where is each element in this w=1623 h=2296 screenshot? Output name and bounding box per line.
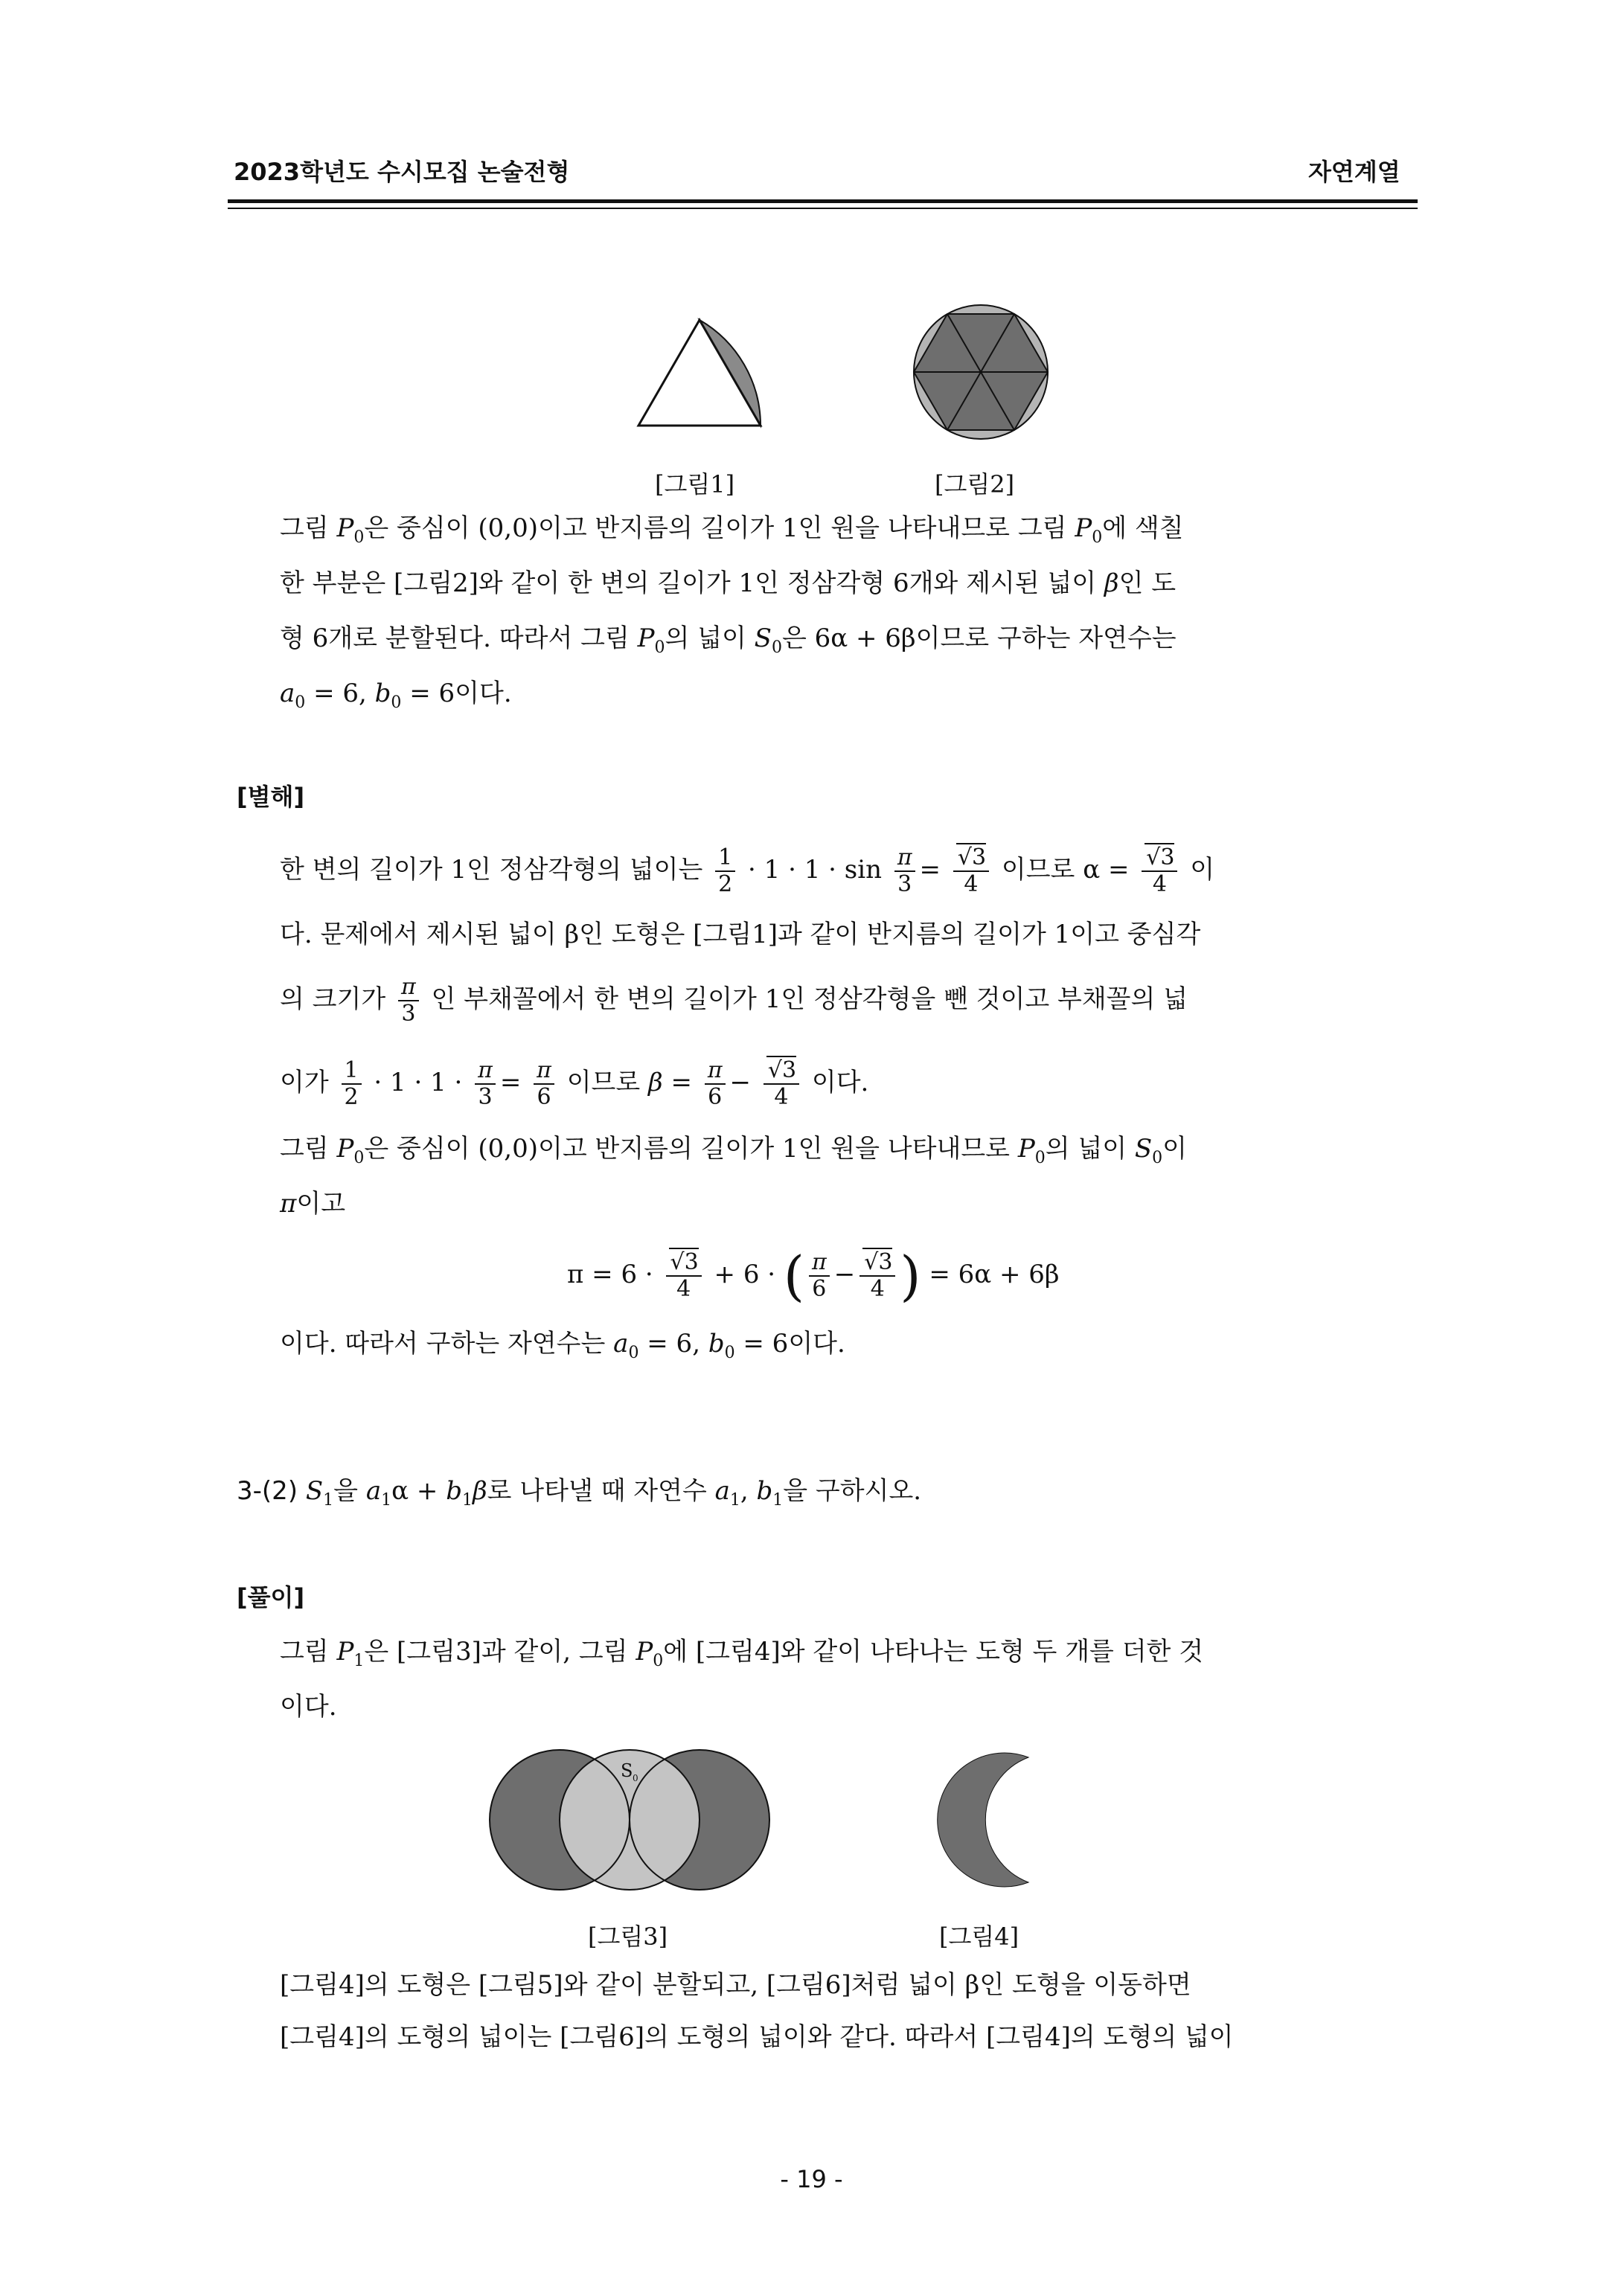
sol-line4: [그림4]의 도형의 넓이는 [그림6]의 도형의 넓이와 같다. 따라서 [그림4]의 도형의 넓이 — [280, 2022, 1234, 2052]
header-rule-thin — [228, 208, 1418, 209]
figure-4-caption: [그림4] — [939, 1923, 1019, 1951]
figures-1-2 — [610, 298, 1072, 454]
para1-line2: 한 부분은 [그림2]와 같이 한 변의 길이가 1인 정삼각형 6개와 제시된 넓이 β인 도 — [280, 568, 1177, 598]
figures-3-4 — [476, 1741, 1072, 1905]
question-3-2: 3-(2) $S_1$을 $a_1\alpha + b_1\beta$로 나타낼 때 자연수 $a_1$, $b_1$을 구하시오. — [237, 1476, 922, 1510]
para1-line1: 그림 $P_0$은 중심이 (0,0)이고 반지름의 길이가 1인 원을 나타내므로 그림 $P_0$에 색칠 — [280, 513, 1184, 547]
alt-line6: π이고 — [280, 1189, 346, 1219]
alt-equation: π = 6 · $\frac{√3}{4}$ + 6 · ( $\frac{\pi}{6}$ − $\frac{√3}{4}$ ) = 6α + 6β — [567, 1245, 1060, 1307]
page-number: - 19 - — [780, 2165, 843, 2193]
figure-3-label-sub: 0 — [633, 1773, 638, 1783]
figure-2 — [914, 305, 1048, 439]
figure-3-caption: [그림3] — [588, 1923, 668, 1951]
alt-line5: 그림 $P_0$은 중심이 (0,0)이고 반지름의 길이가 1인 원을 나타내므로 $P_0$의 넓이 $S_0$이 — [280, 1134, 1188, 1167]
alt-line4: 이가 $\frac{1}{2}$ · 1 · 1 · $\frac{\pi}{3}$ = $\frac{\pi}{6}$ 이므로 β = $\frac{\pi}{6}$ − $\frac{√3}{4}$ 이다. — [280, 1057, 869, 1110]
solution-heading: [풀이] — [237, 1583, 305, 1612]
figure-2-caption: [그림2] — [935, 470, 1015, 498]
header-rule-thick — [228, 199, 1418, 203]
figure-1-caption: [그림1] — [655, 470, 735, 498]
alt-line3: 의 크기가 $\frac{\pi}{3}$ 인 부채꼴에서 한 변의 길이가 1인 정삼각형을 뺀 것이고 부채꼴의 넓 — [280, 974, 1188, 1027]
figure-4 — [938, 1753, 1028, 1887]
alt-solution-heading: [별해] — [237, 783, 305, 811]
para1-line4: $a_0 = 6$, $b_0 = 6$이다. — [280, 679, 512, 712]
sol-line3: [그림4]의 도형은 [그림5]와 같이 분할되고, [그림6]처럼 넓이 β인 도형을 이동하면 — [280, 1970, 1191, 2000]
figure-3-label: S — [621, 1760, 633, 1781]
figure-1 — [638, 320, 761, 426]
alt-line1: 한 변의 길이가 1인 정삼각형의 넓이는 $\frac{1}{2}$ · 1 · 1 · sin $\frac{\pi}{3}$ = $\frac{√3}{4}$ 이므로 α = $\frac{√3}{4}$ 이 — [280, 844, 1215, 897]
alt-line7: 이다. 따라서 구하는 자연수는 $a_0 = 6$, $b_0 = 6$이다. — [280, 1329, 845, 1362]
para1-line3: 형 6개로 분할된다. 따라서 그림 $P_0$의 넓이 $S_0$은 6α + 6β이므로 구하는 자연수는 — [280, 623, 1177, 657]
sol-line1: 그림 $P_1$은 [그림3]과 같이, 그림 $P_0$에 [그림4]와 같이 나타나는 도형 두 개를 더한 것 — [280, 1637, 1204, 1670]
alt-line2: 다. 문제에서 제시된 넓이 β인 도형은 [그림1]과 같이 반지름의 길이가 1이고 중심각 — [280, 920, 1201, 949]
header-section: 자연계열 — [1308, 158, 1400, 186]
header-title: 2023학년도 수시모집 논술전형 — [234, 158, 570, 186]
figure-3 — [490, 1750, 769, 1890]
sol-line2: 이다. — [280, 1692, 337, 1722]
